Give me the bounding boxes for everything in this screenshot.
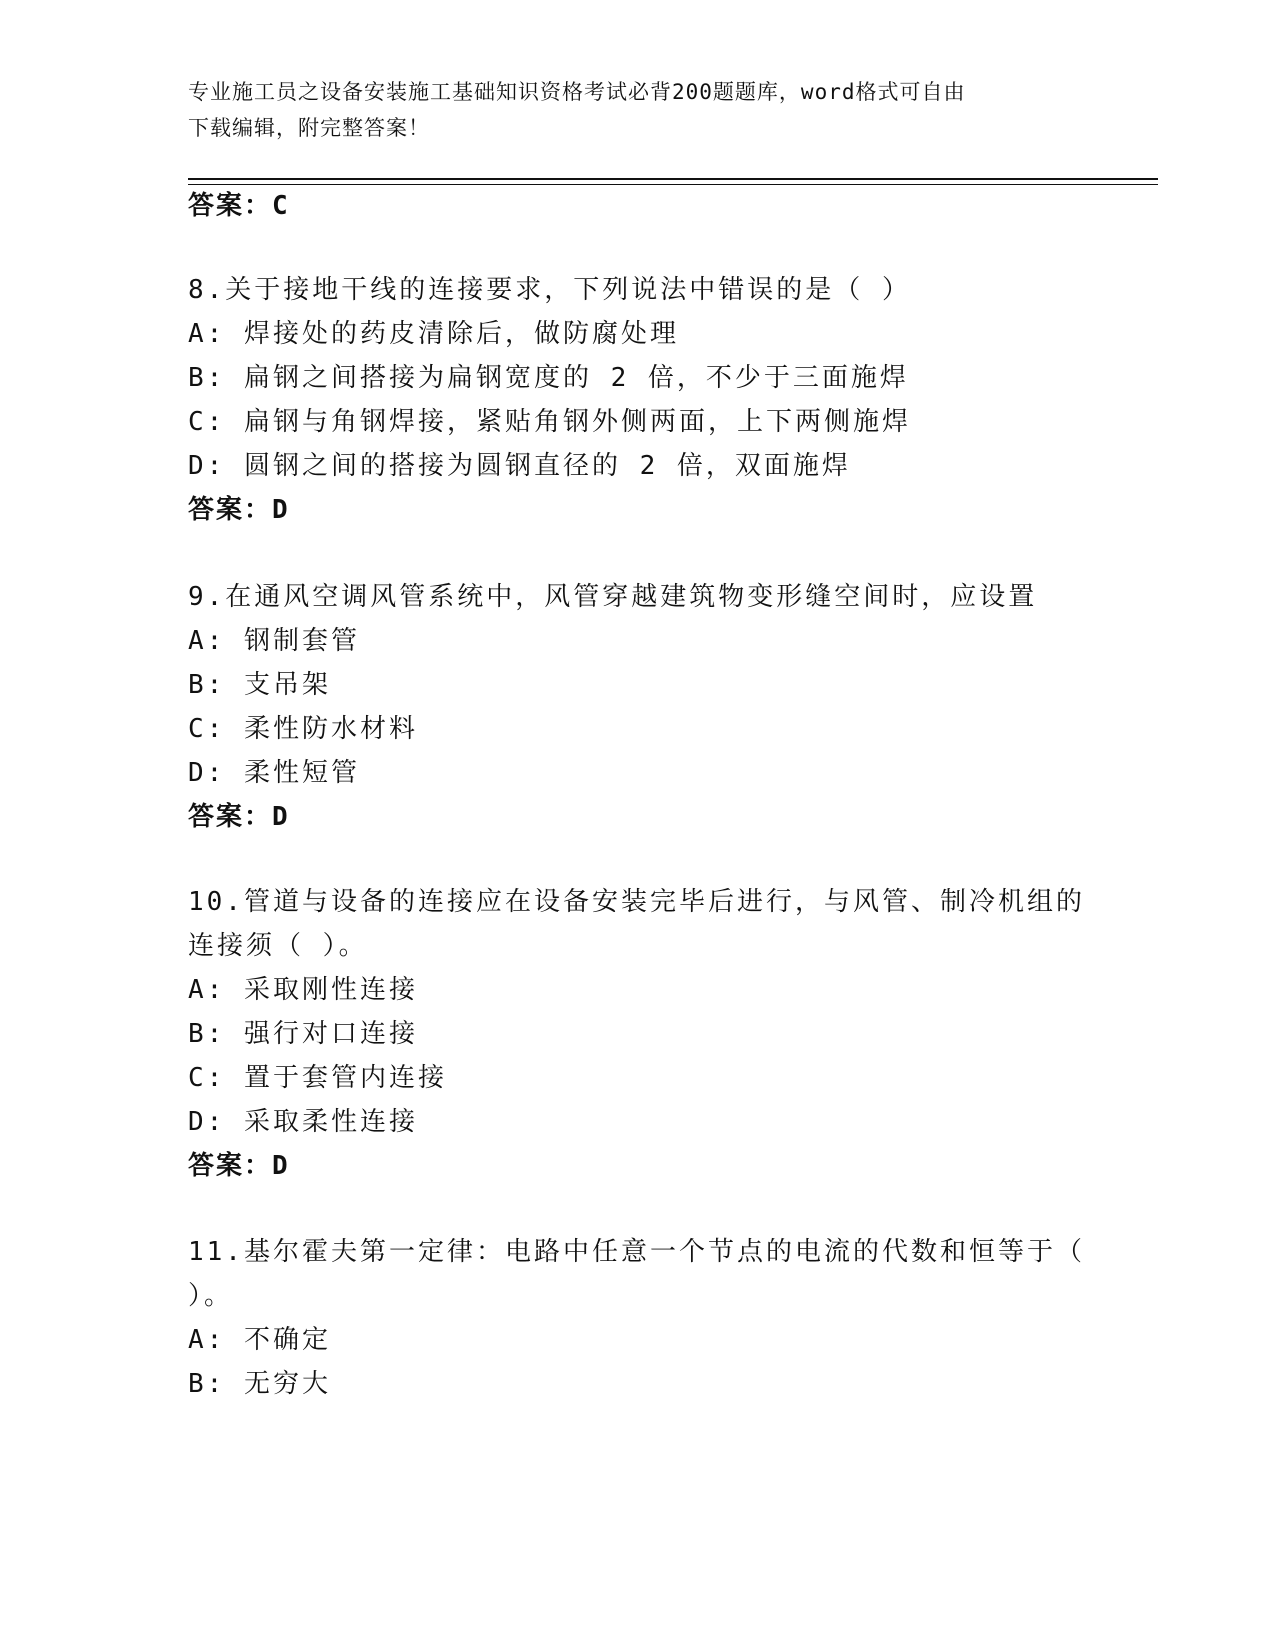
header-rule-thin [188, 184, 1158, 185]
question-10-stem-line-2: 连接须（ ）。 [188, 931, 368, 961]
question-9-option-c: C: 柔性防水材料 [188, 714, 418, 744]
header-line-1: 专业施工员之设备安装施工基础知识资格考试必背200题题库，word格式可自由 [188, 80, 966, 104]
question-9-option-d: D: 柔性短管 [188, 758, 360, 788]
question-10-option-b: B: 强行对口连接 [188, 1019, 418, 1049]
question-11-stem-line-2: ）。 [188, 1281, 234, 1311]
question-9-answer: 答案：D [188, 802, 290, 832]
question-8-option-c: C: 扁钢与角钢焊接，紧贴角钢外侧两面，上下两侧施焊 [188, 407, 911, 437]
header-rule-thick [188, 178, 1158, 180]
question-10-option-d: D: 采取柔性连接 [188, 1107, 418, 1137]
question-9-option-b: B: 支吊架 [188, 670, 331, 700]
question-11-option-a: A: 不确定 [188, 1325, 331, 1355]
question-11-stem-line-1: 11.基尔霍夫第一定律：电路中任意一个节点的电流的代数和恒等于（ [188, 1237, 1085, 1267]
question-8-option-b: B: 扁钢之间搭接为扁钢宽度的 2 倍，不少于三面施焊 [188, 363, 909, 393]
question-8-answer: 答案：D [188, 495, 290, 525]
question-8-option-a: A: 焊接处的药皮清除后，做防腐处理 [188, 319, 679, 349]
question-8-option-d: D: 圆钢之间的搭接为圆钢直径的 2 倍，双面施焊 [188, 451, 851, 481]
header-line-2: 下载编辑，附完整答案！ [188, 116, 430, 140]
question-9-option-a: A: 钢制套管 [188, 626, 360, 656]
question-10-answer: 答案：D [188, 1151, 290, 1181]
question-10-stem-line-1: 10.管道与设备的连接应在设备安装完毕后进行，与风管、制冷机组的 [188, 887, 1085, 917]
question-10-option-a: A: 采取刚性连接 [188, 975, 418, 1005]
question-10-option-c: C: 置于套管内连接 [188, 1063, 447, 1093]
question-9-stem: 9.在通风空调风管系统中，风管穿越建筑物变形缝空间时，应设置 [188, 582, 1038, 612]
previous-answer: 答案：C [188, 191, 290, 221]
question-8-stem: 8.关于接地干线的连接要求，下列说法中错误的是（ ） [188, 275, 911, 305]
question-11-option-b: B: 无穷大 [188, 1369, 331, 1399]
document-header [188, 74, 1088, 146]
